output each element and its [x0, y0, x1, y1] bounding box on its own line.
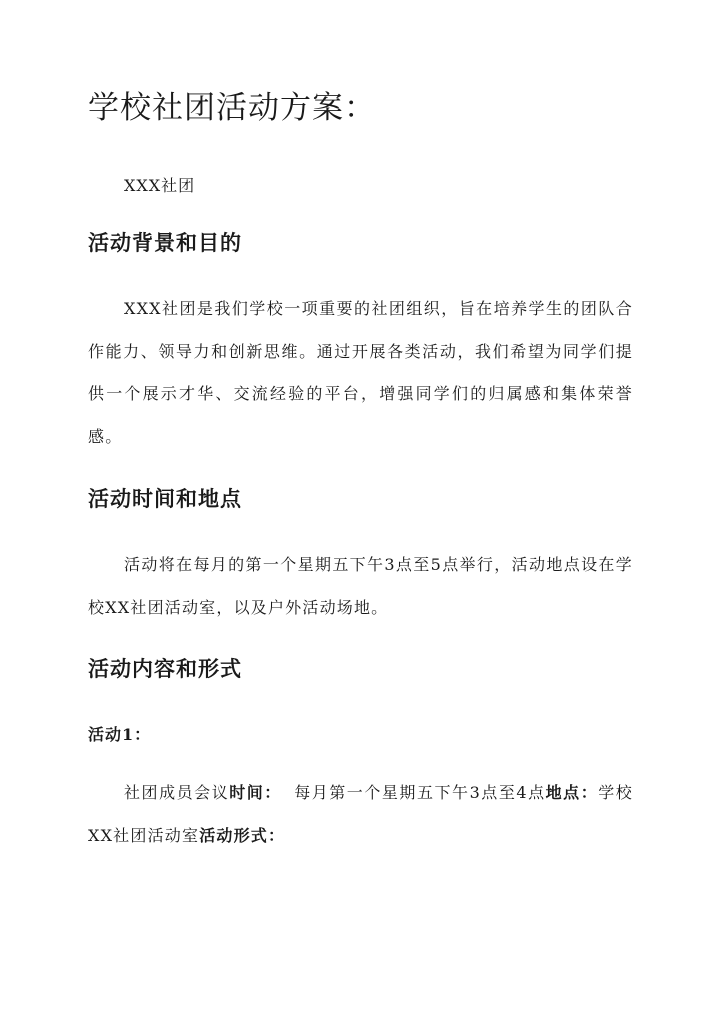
background-paragraph: XXX社团是我们学校一项重要的社团组织，旨在培养学生的团队合作能力、领导力和创新思维。通过开展各类活动，我们希望为同学们提供一个展示才华、交流经验的平台，增强同学们的归属感和集体荣誉感。 [88, 299, 633, 446]
location-label: 地点： [545, 783, 599, 802]
section-heading-background: 活动背景和目的 [88, 230, 242, 255]
activity-1-title: 活动1： [88, 725, 152, 744]
time-location-paragraph: 活动将在每月的第一个星期五下午3点至5点举行，活动地点设在学校XX社团活动室，以及户外活动场地。 [88, 555, 633, 617]
activity-1-name: 社团成员会议 [124, 783, 230, 802]
document-title: 学校社团活动方案： [88, 90, 376, 126]
time-value: 每月第一个星期五下午3点至4点 [293, 783, 546, 802]
form-label: 活动形式： [199, 825, 286, 845]
section-heading-content-form: 活动内容和形式 [88, 656, 242, 681]
location-value: 学校XX社团活动室 [88, 783, 633, 845]
club-name: XXX社团 [124, 176, 196, 195]
section-heading-time-location: 活动时间和地点 [88, 486, 242, 511]
time-label: 时间： [229, 783, 282, 802]
activity-1-details [88, 772, 633, 857]
